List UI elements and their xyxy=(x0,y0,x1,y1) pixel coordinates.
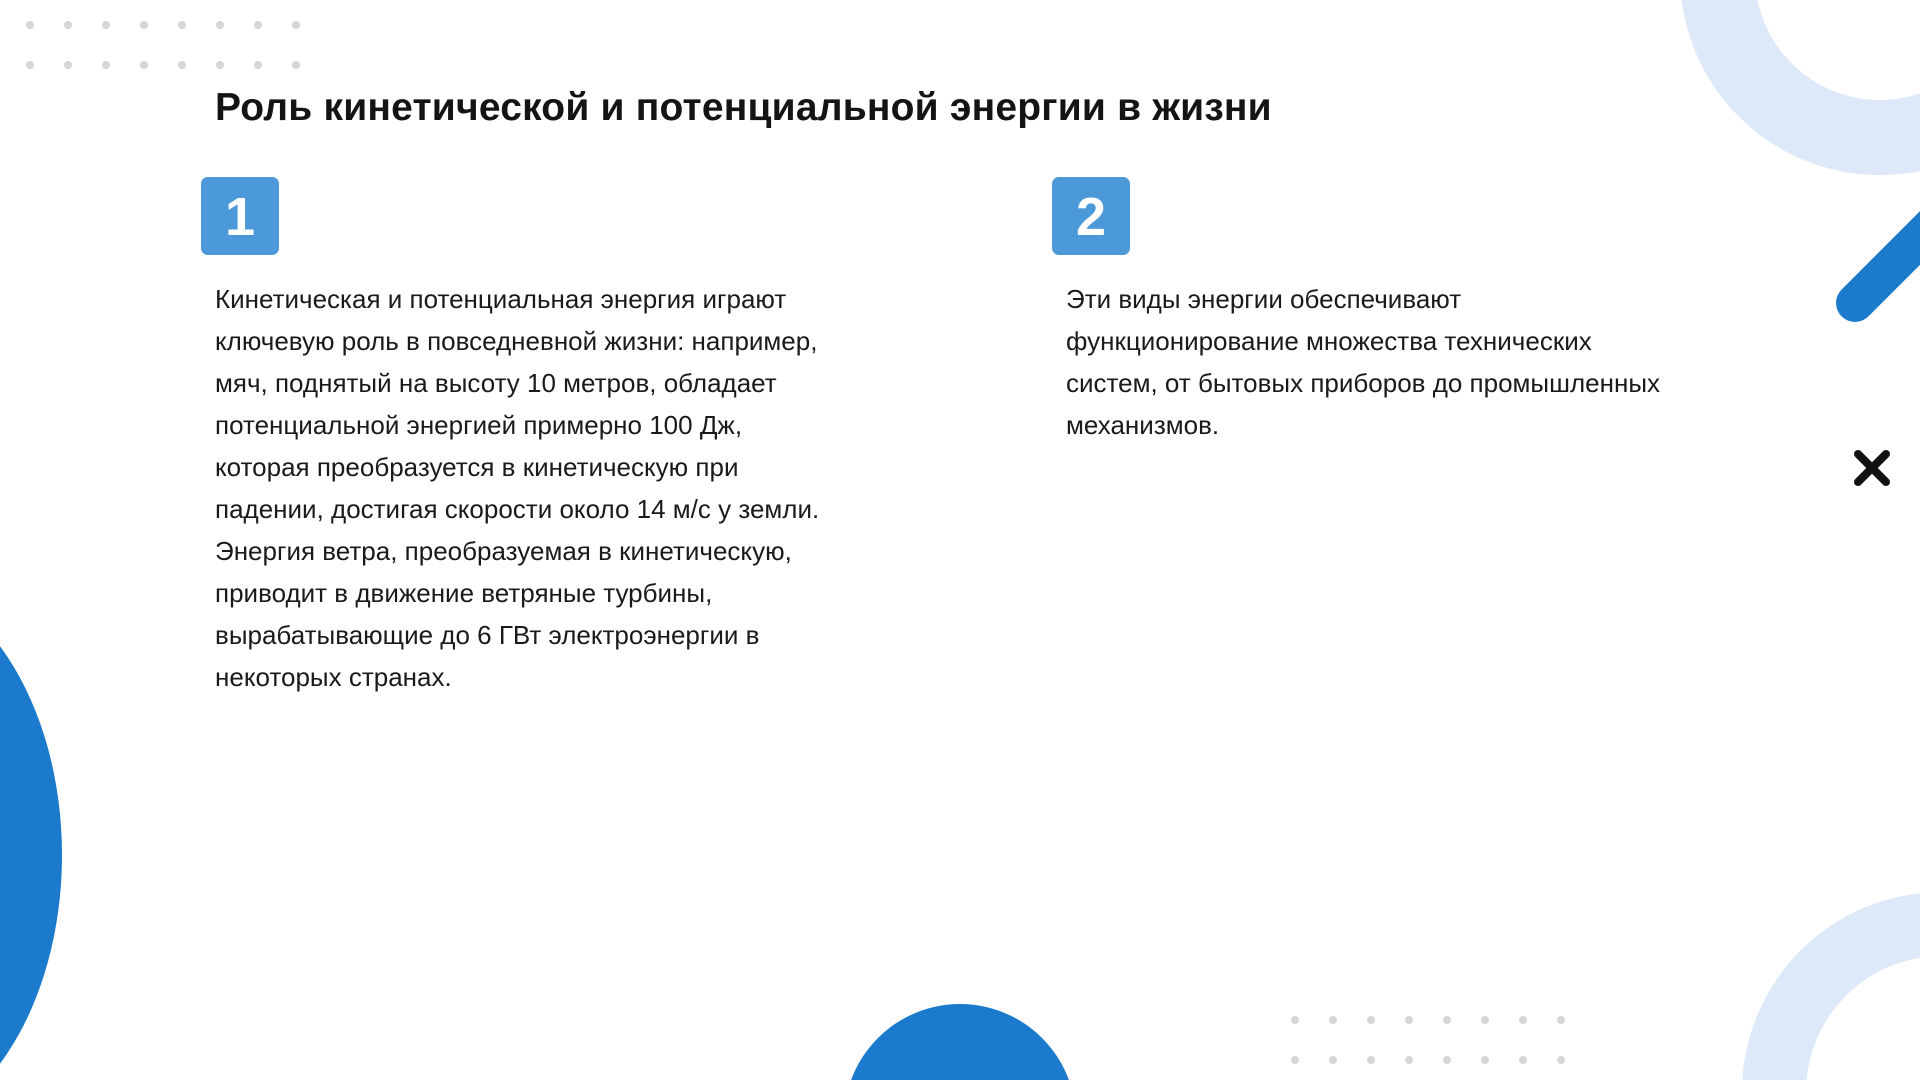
number-badge-1: 1 xyxy=(201,177,279,255)
number-badge-2: 2 xyxy=(1052,177,1130,255)
ring-decoration-top-right xyxy=(1680,0,1920,175)
slide-title: Роль кинетической и потенциальной энергии в жизни xyxy=(215,86,1272,129)
slash-decoration xyxy=(1828,197,1920,330)
dot-grid-top-left xyxy=(26,21,300,69)
close-x-icon xyxy=(1852,448,1892,488)
item-text-2: Эти виды энергии обеспечивают функционирование множества технических систем, от бытовых приборов до промышленных механизмов. xyxy=(1066,284,1661,440)
circle-decoration-bottom xyxy=(844,1004,1076,1080)
dot-grid-bottom-right xyxy=(1291,1016,1565,1064)
circle-decoration-left xyxy=(0,575,62,1080)
item-text-1: Кинетическая и потенциальная энергия играют ключевую роль в повседневной жизни: например, мяч, поднятый на высоту 10 метров, обладает потенциальной энергией примерно 100 Дж, которая преобразуется в кинетическую при падении, достигая скорости около 14 м/с у земли. Энергия ветра, преобразуемая в кинетическую, приводит в движение ветряные турбины, вырабатывающие до 6 ГВт электроэнергии в некоторых странах. xyxy=(215,284,820,692)
ring-decoration-bottom-right xyxy=(1742,892,1920,1080)
